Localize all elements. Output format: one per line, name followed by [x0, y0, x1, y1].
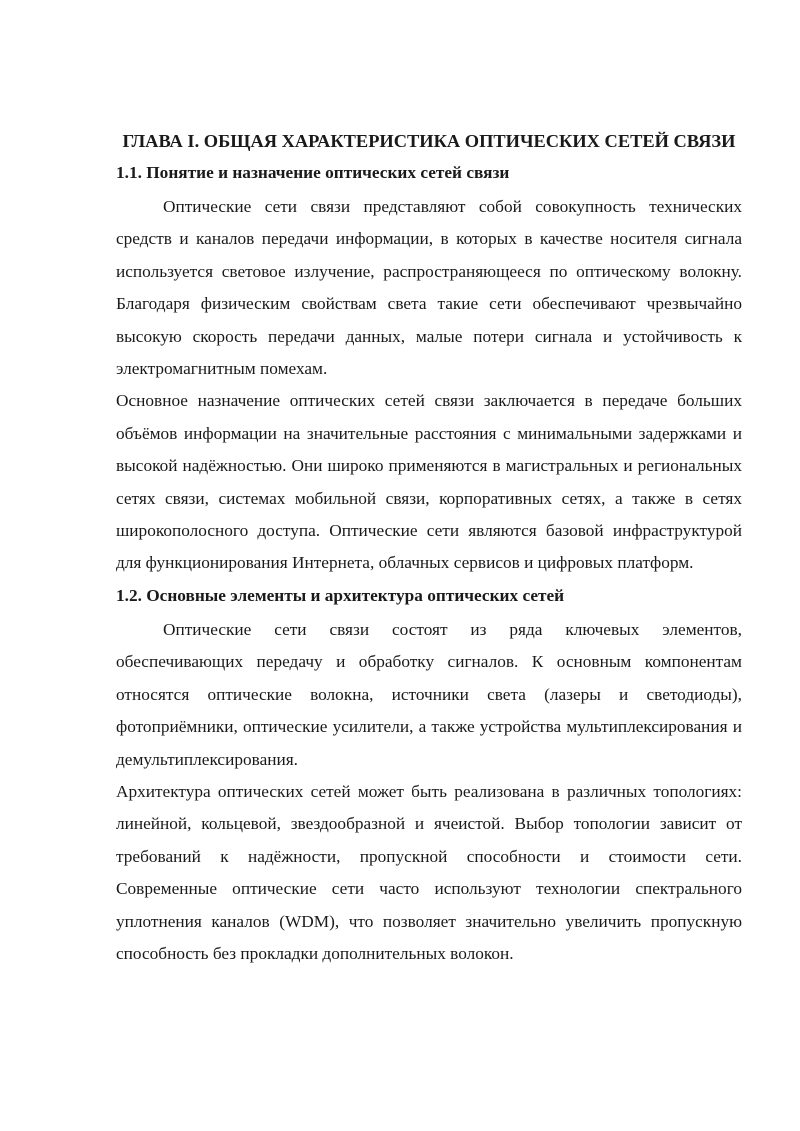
document-page: [116, 130, 742, 970]
chapter-title: ГЛАВА I. ОБЩАЯ ХАРАКТЕРИСТИКА ОПТИЧЕСКИХ СЕТЕЙ СВЯЗИ: [122, 131, 736, 151]
paragraph-1-1-a: Оптические сети связи представляют собой совокупность технических средств и каналов передачи информации, в которых в качестве носителя сигнала используется световое излучение, распространяющееся по оптическому волокну. Благодаря физическим свойствам света такие сети обеспечивают чрезвычайно высокую скорость передачи данных, малые потери сигнала и устойчивость к электромагнитным помехам.: [116, 197, 742, 379]
section-heading-1-1: 1.1. Понятие и назначение оптических сетей связи: [116, 163, 510, 182]
paragraph-1-2-a: Оптические сети связи состоят из ряда ключевых элементов, обеспечивающих передачу и обработку сигналов. К основным компонентам относятся оптические волокна, источники света (лазеры и светодиоды), фотоприёмники, оптические усилители, а также устройства мультиплексирования и демультиплексирования.: [116, 619, 742, 769]
paragraph-1-1-b: Основное назначение оптических сетей связи заключается в передаче больших объёмов информации на значительные расстояния с минимальными задержками и высокой надёжностью. Они широко применяются в магистральных и региональных сетях связи, системах мобильной связи, корпоративных сетях, а также в сетях широкополосного доступа. Оптические сети являются базовой инфраструктурой для функционирования Интернета, облачных сервисов и цифровых платформ.: [116, 391, 742, 573]
section-heading-1-2: 1.2. Основные элементы и архитектура оптических сетей: [116, 585, 565, 605]
paragraph-1-2-b: Архитектура оптических сетей может быть реализована в различных топологиях: линейной, кольцевой, звездообразной и ячеистой. Выбор топологии зависит от требований к надёжности, пропускной способности и стоимости сети. Современные оптические сети часто используют технологии спектрального уплотнения каналов (WDM), что позволяет значительно увеличить пропускную способность без прокладки дополнительных волокон.: [116, 781, 742, 963]
